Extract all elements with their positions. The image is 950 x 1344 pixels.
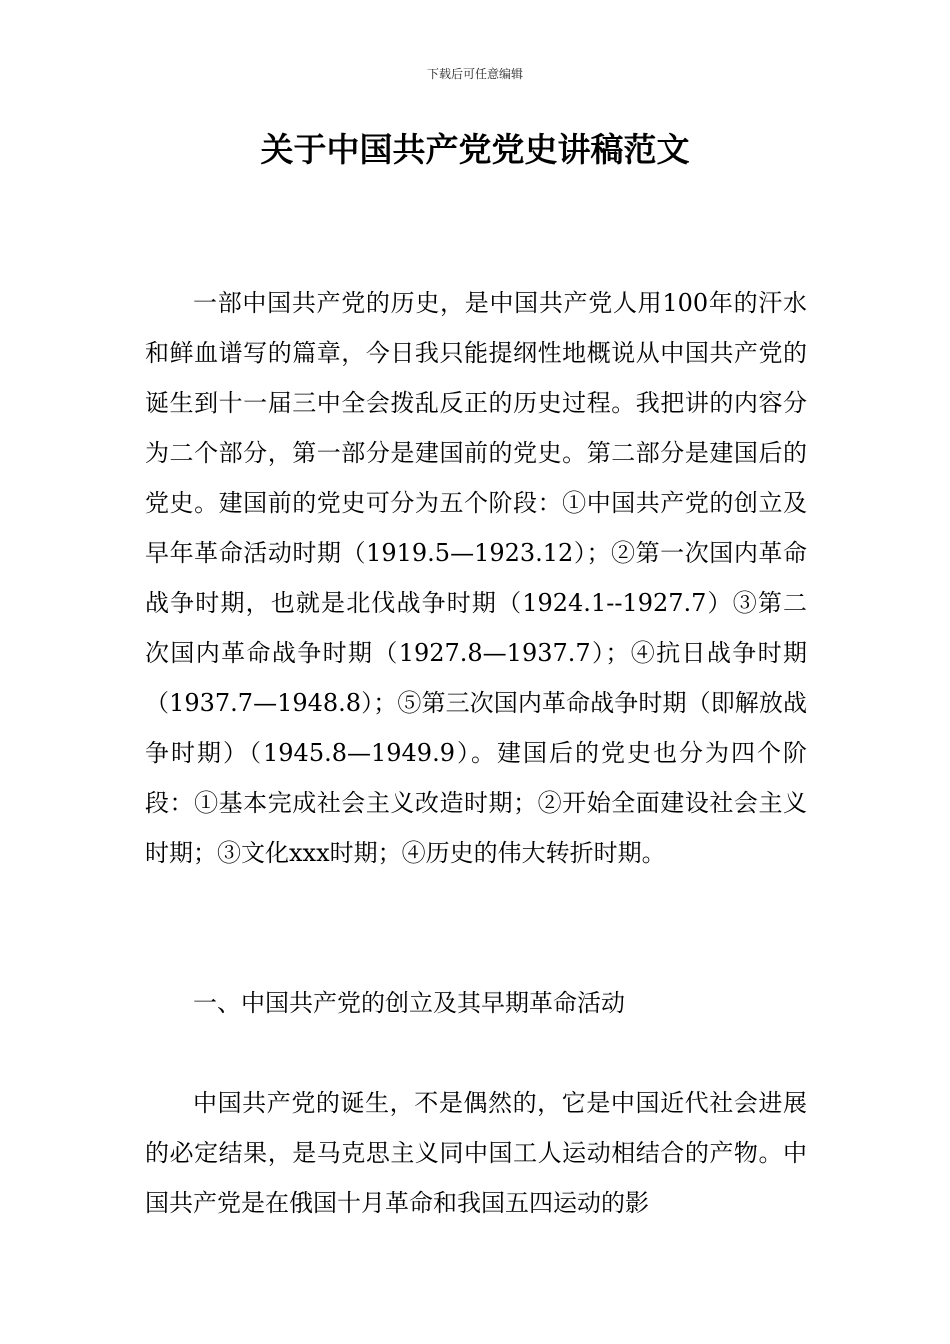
document-body xyxy=(145,278,807,1228)
header-note: 下载后可任意编辑 xyxy=(426,67,523,81)
section-paragraph: 中国共产党的诞生，不是偶然的，它是中国近代社会进展的必定结果，是马克思主义同中国工人运动相结合的产物。中国共产党是在俄国十月革命和我国五四运动的影 xyxy=(145,1089,807,1217)
section-heading: 一、中国共产党的创立及其早期革命活动 xyxy=(193,989,625,1017)
intro-paragraph: 一部中国共产党的历史，是中国共产党人用100年的汗水和鲜血谱写的篇章，今日我只能提纲性地概说从中国共产党的诞生到十一届三中全会拨乱反正的历史过程。我把讲的内容分为二个部分，第一部分是建国前的党史。第二部分是建国后的党史。建国前的党史可分为五个阶段：①中国共产党的创立及早年革命活动时期（1919.5—1923.12）；②第一次国内革命战争时期，也就是北伐战争时期（1924.1--1927.7）③第二次国内革命战争时期（1927.8—1937.7）；④抗日战争时期（1937.7—1948.8）；⑤第三次国内革命战争时期（即解放战争时期）（1945.8—1949.9）。建国后的党史也分为四个阶段：①基本完成社会主义改造时期；②开始全面建设社会主义时期；③文化xxx时期；④历史的伟大转折时期。 xyxy=(145,289,807,867)
document-title: 关于中国共产党党史讲稿范文 xyxy=(260,130,690,169)
